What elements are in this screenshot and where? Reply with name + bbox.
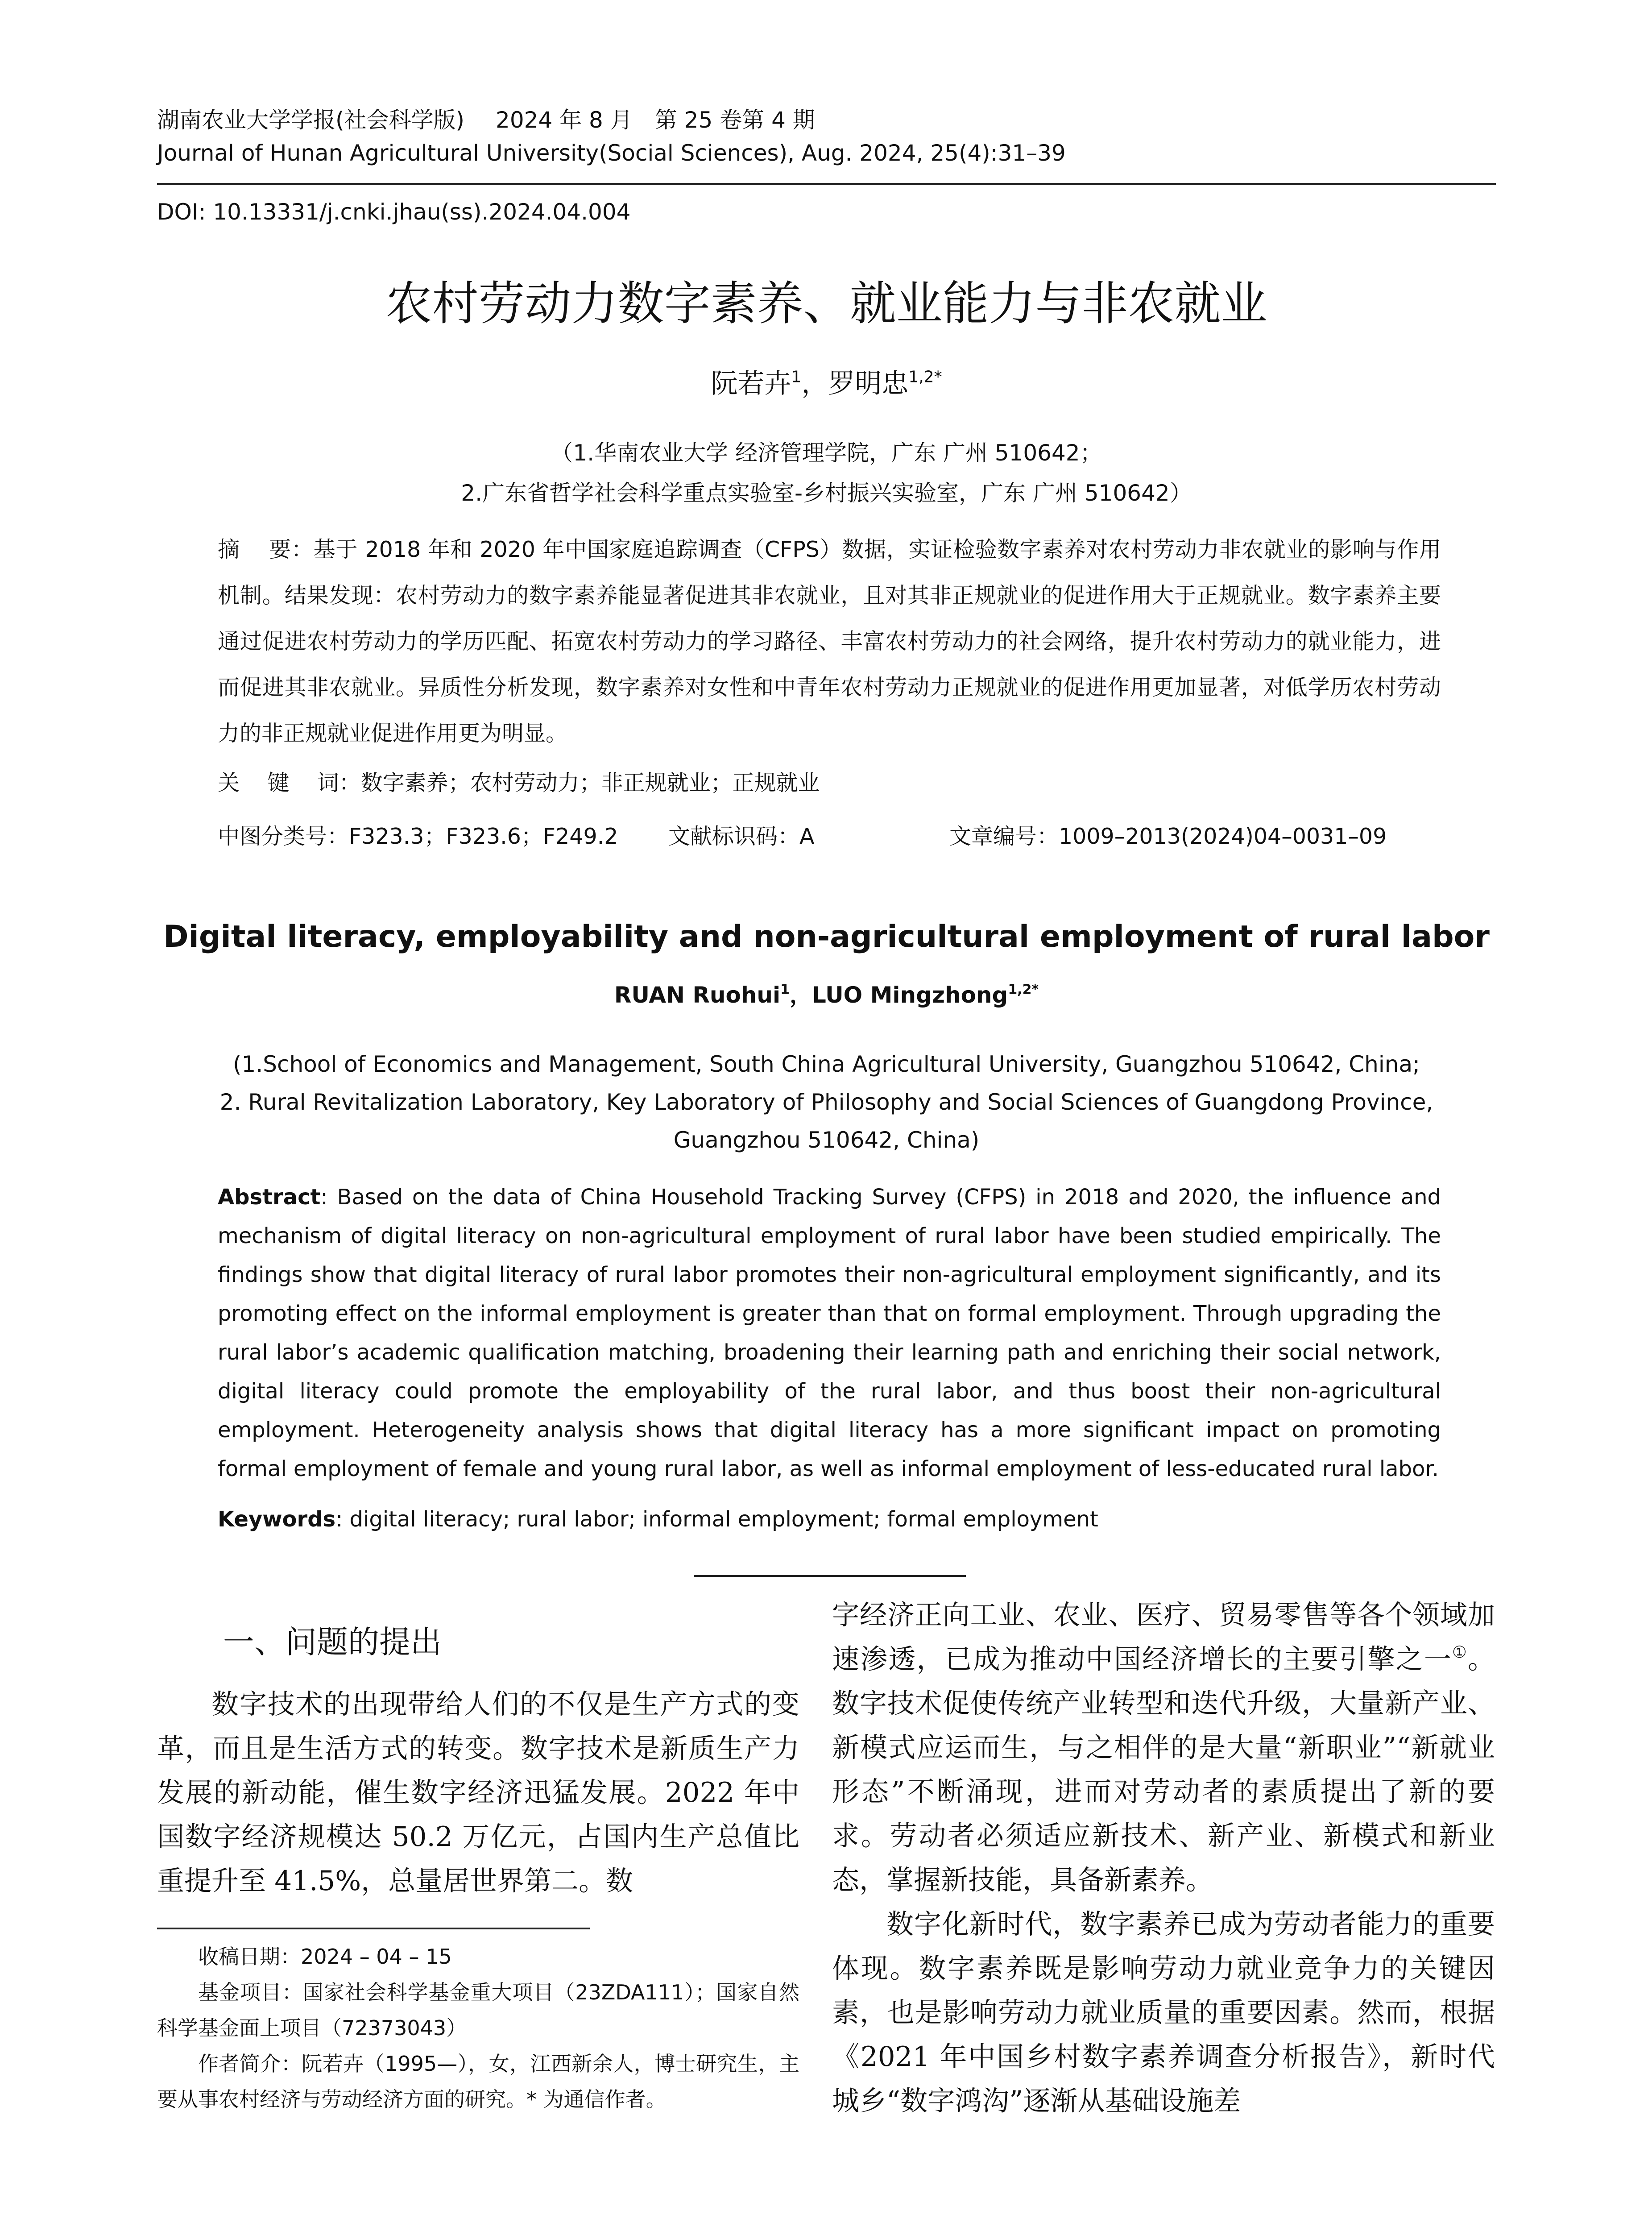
journal-name-en: Journal of Hunan Agricultural University(Social Sciences), Aug. 2024, 25(4):31–39 [157,140,1066,166]
author-en-separator: ， [790,982,812,1008]
abstract-en [218,1178,1441,1489]
abstract-en-label: Abstract [218,1185,321,1210]
affiliation-en-1: (1.School of Economics and Management, South China Agricultural University, Guangzhou 510642, China; [233,1051,1420,1077]
author-2-cn: 罗明忠 [828,368,909,399]
classification-cn [218,817,1441,857]
authors-en [157,977,1496,1013]
title-cn: 农村劳动力数字素养、就业能力与非农就业 [385,276,1267,331]
body-paragraph-1-cont-b: 。数字技术促使传统产业转型和迭代升级，大量新产业、新模式应运而生，与之相伴的是大量“新职业”“新就业形态”不断涌现，进而对劳动者的素质提出了新的要求。劳动者必须适应新技术、新产业、新模式和新业态，掌握新技能，具备新素养。 [832,1643,1495,1896]
affiliation-en-3: Guangzhou 510642, China) [673,1127,980,1153]
body-paragraph-1-cont [832,1593,1495,1902]
author-bio: 作者简介：阮若卉（1995—），女，江西新余人，博士研究生，主要从事农村经济与劳动经济方面的研究。* 为通信作者。 [157,2052,799,2111]
body-left-column [157,1682,799,1903]
body-right-column [832,1593,1495,2123]
abstract-cn-label: 摘 要： [218,537,314,562]
affiliation-cn-1: （1.华南农业大学 经济管理学院，广东 广州 510642； [551,440,1102,466]
keywords-cn-label: 关 键 词： [218,770,361,796]
author-1-affil-mark: 1 [791,368,802,386]
journal-name-cn: 湖南农业大学学报(社会科学版) [157,107,465,133]
received-date: 收稿日期：2024 – 04 – 15 [198,1945,452,1969]
author-1-cn: 阮若卉 [711,368,791,399]
body-paragraph-1-cont-a: 字经济正向工业、农业、医疗、贸易零售等各个领域加速渗透，已成为推动中国经济增长的主要引擎之一 [832,1599,1495,1675]
author-2-en: LUO Mingzhong [812,982,1008,1008]
author-1-en: RUAN Ruohui [614,982,781,1008]
abstract-cn-text: 基于 2018 年和 2020 年中国家庭追踪调查（CFPS）数据，实证检验数字素养对农村劳动力非农就业的影响与作用机制。结果发现：农村劳动力的数字素养能显著促进其非农就业，且对其非正规就业的促进作用大于正规就业。数字素养主要通过促进农村劳动力的学历匹配、拓宽农村劳动力的学习路径、丰富农村劳动力的社会网络，提升农村劳动力的就业能力，进而促进其非农就业。异质性分析发现，数字素养对女性和中青年农村劳动力正规就业的促进作用更加显著，对低学历农村劳动力的非正规就业促进作用更为明显。 [218,537,1441,746]
fund-info: 基金项目：国家社会科学基金重大项目（23ZDA111）；国家自然科学基金面上项目（72373043） [157,1980,799,2040]
section-heading: 一、问题的提出 [223,1624,442,1660]
abstract-en-text: : Based on the data of China Household Tracking Survey (CFPS) in 2018 and 2020, the influence and mechanism of digital literacy on non-agricultural employment of rural labor have been studied empirically. The findings show that digital literacy of rural labor promotes their non-agricultural employment significantly, and its promoting effect on the informal employment is greater than that on formal employment. Through upgrading the rural labor’s academic qualification matching, broadening their learning path and enriching their social network, digital literacy could promote the employability of the rural labor, and thus boost their non-agricultural employment. Heterogeneity analysis shows that digital literacy has a more significant impact on promoting formal employment of female and young rural labor, as well as informal employment of less-educated rural labor. [218,1185,1441,1481]
abstract-cn [218,527,1441,756]
keywords-cn [218,763,820,803]
author-2-en-affil-mark: 1,2* [1008,982,1039,998]
authors-cn [157,366,1496,402]
endnote-marker: ① [1452,1642,1468,1662]
keywords-en-text: : digital literacy; rural labor; informal employment; formal employment [335,1507,1098,1532]
header-rule [157,183,1496,185]
running-header [157,104,1066,170]
footnote-rule [157,1928,590,1929]
author-separator: ， [801,368,828,399]
volume-cn: 第 25 卷第 4 期 [654,107,815,133]
footnotes [157,1939,799,2117]
doi: DOI: 10.13331/j.cnki.jhau(ss).2024.04.004 [157,199,631,225]
keywords-en-label: Keywords [218,1507,336,1532]
affiliation-en-2: 2. Rural Revitalization Laboratory, Key Laboratory of Philosophy and Social Sciences of Guangdong Province, [219,1089,1433,1115]
author-1-en-affil-mark: 1 [780,982,790,998]
issue-date-cn: 2024 年 8 月 [496,107,633,133]
title-en: Digital literacy, employability and non-agricultural employment of rural labor [163,919,1490,954]
article-number: 文章编号：1009–2013(2024)04–0031–09 [949,824,1387,849]
affiliation-cn-2: 2.广东省哲学社会科学重点实验室-乡村振兴实验室，广东 广州 510642） [461,480,1192,506]
clc-number: 中图分类号：F323.3；F323.6；F249.2 [218,824,618,849]
body-paragraph-1: 数字技术的出现带给人们的不仅是生产方式的变革，而且是生活方式的转变。数字技术是新质生产力发展的新动能，催生数字经济迅猛发展。2022 年中国数字经济规模达 50.2 万亿元，占国内生产总值比重提升至 41.5%，总量居世界第二。数 [157,1688,799,1897]
keywords-en [218,1499,1098,1539]
document-code: 文献标识码：A [668,824,815,849]
keywords-cn-text: 数字素养；农村劳动力；非正规就业；正规就业 [360,770,820,796]
body-paragraph-2: 数字化新时代，数字素养已成为劳动者能力的重要体现。数字素养既是影响劳动力就业竞争力的关键因素，也是影响劳动力就业质量的重要因素。然而，根据《2021 年中国乡村数字素养调查分析报告》，新时代城乡“数字鸿沟”逐渐从基础设施差 [832,1908,1495,2117]
section-separator [694,1575,966,1577]
author-2-affil-mark: 1,2* [908,368,942,386]
